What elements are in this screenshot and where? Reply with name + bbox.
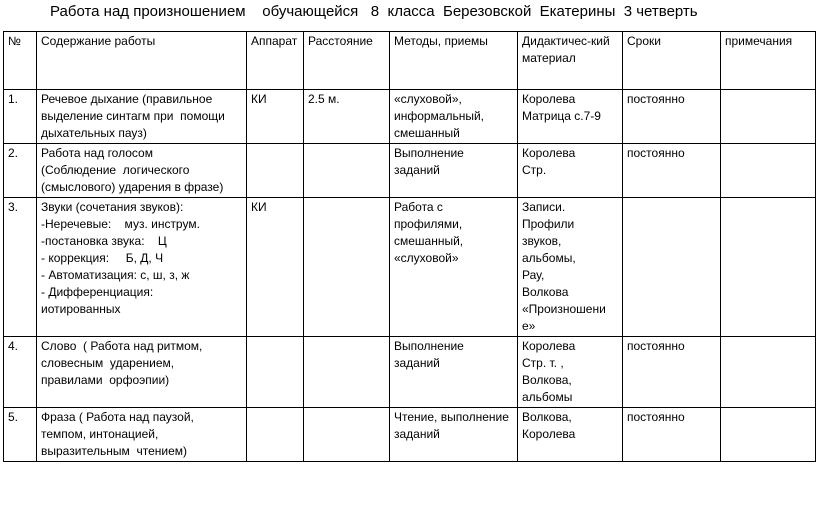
cell-line: Королева <box>522 92 576 106</box>
table-body <box>4 90 816 462</box>
cell-line: выразительным чтением) <box>41 444 188 458</box>
cell-distance <box>304 337 390 408</box>
cell-material <box>518 198 623 337</box>
cell-notes <box>721 408 816 462</box>
cell-line: Волкова, <box>522 373 572 387</box>
header-notes: примечания <box>721 32 816 90</box>
table-row <box>4 408 816 462</box>
cell-line: Речевое дыхание (правильное <box>41 92 213 106</box>
cell-distance <box>304 144 390 198</box>
cell-line: Королева <box>522 339 576 353</box>
cell-line: -Неречевые: муз. инструм. <box>41 217 200 231</box>
cell-line: заданий <box>394 163 440 177</box>
table-row <box>4 198 816 337</box>
cell-notes <box>721 198 816 337</box>
cell-num: 3. <box>4 198 37 337</box>
cell-terms: постоянно <box>623 337 721 408</box>
cell-methods <box>390 90 518 144</box>
cell-apparatus <box>247 337 304 408</box>
cell-line: Стр. т. , <box>522 356 564 370</box>
cell-line: Стр. <box>522 163 547 177</box>
cell-line: -постановка звука: Ц <box>41 234 167 248</box>
cell-distance: 2.5 м. <box>304 90 390 144</box>
cell-num: 4. <box>4 337 37 408</box>
cell-material <box>518 337 623 408</box>
cell-notes <box>721 90 816 144</box>
cell-line: - Автоматизация: с, ш, з, ж <box>41 268 190 282</box>
header-apparatus: Аппарат <box>247 32 304 90</box>
cell-line: правилами орфоэпии) <box>41 373 170 387</box>
cell-line: альбомы <box>522 390 573 404</box>
cell-content <box>37 198 247 337</box>
cell-terms: постоянно <box>623 90 721 144</box>
page-title: Работа над произношением обучающейся 8 класса Березовской Екатерины 3 четверть <box>50 3 698 20</box>
cell-line: «слуховой» <box>394 251 459 265</box>
cell-line: профилями, <box>394 217 463 231</box>
cell-line: Волкова, <box>522 410 572 424</box>
cell-line: заданий <box>394 427 440 441</box>
cell-distance <box>304 198 390 337</box>
cell-line: Выполнение <box>394 339 464 353</box>
cell-line: Рау, <box>522 268 545 282</box>
header-content: Содержание работы <box>37 32 247 90</box>
cell-material <box>518 144 623 198</box>
cell-line: иотированных <box>41 302 121 316</box>
cell-content <box>37 144 247 198</box>
cell-content <box>37 90 247 144</box>
cell-content <box>37 408 247 462</box>
cell-line: смешанный <box>394 126 460 140</box>
cell-material <box>518 408 623 462</box>
cell-apparatus: КИ <box>247 198 304 337</box>
header-material: Дидактичес-кий материал <box>518 32 623 90</box>
header-methods: Методы, приемы <box>390 32 518 90</box>
cell-distance <box>304 408 390 462</box>
cell-line: Чтение, выполнение <box>394 410 509 424</box>
table-row <box>4 337 816 408</box>
cell-apparatus <box>247 408 304 462</box>
cell-line: Работа над голосом <box>41 146 153 160</box>
cell-terms <box>623 198 721 337</box>
cell-apparatus <box>247 144 304 198</box>
cell-apparatus: КИ <box>247 90 304 144</box>
cell-num: 1. <box>4 90 37 144</box>
cell-content <box>37 337 247 408</box>
cell-line: - Дифференциация: <box>41 285 154 299</box>
cell-line: Работа с <box>394 200 443 214</box>
cell-line: заданий <box>394 356 440 370</box>
cell-line: темпом, интонацией, <box>41 427 159 441</box>
cell-line: Матрица с.7-9 <box>522 109 601 123</box>
cell-terms: постоянно <box>623 144 721 198</box>
cell-num: 5. <box>4 408 37 462</box>
cell-line: звуков, <box>522 234 562 248</box>
cell-line: Королева <box>522 427 576 441</box>
table-row <box>4 144 816 198</box>
work-plan-table <box>3 31 816 462</box>
cell-notes <box>721 144 816 198</box>
cell-methods <box>390 144 518 198</box>
table-row <box>4 90 816 144</box>
cell-line: «Произношени <box>522 302 606 316</box>
cell-methods <box>390 337 518 408</box>
cell-terms: постоянно <box>623 408 721 462</box>
cell-line: Фраза ( Работа над паузой, <box>41 410 194 424</box>
cell-num: 2. <box>4 144 37 198</box>
cell-line: смешанный, <box>394 234 464 248</box>
cell-line: (Соблюдение логического <box>41 163 190 177</box>
header-num: № <box>4 32 37 90</box>
cell-line: е» <box>522 319 536 333</box>
header-distance: Расстояние <box>304 32 390 90</box>
cell-line: альбомы, <box>522 251 576 265</box>
cell-line: словесным ударением, <box>41 356 175 370</box>
cell-line: Звуки (сочетания звуков): <box>41 200 184 214</box>
header-terms: Сроки <box>623 32 721 90</box>
cell-line: Волкова <box>522 285 569 299</box>
header-row <box>4 32 816 90</box>
cell-line: информальный, <box>394 109 485 123</box>
cell-line: Слово ( Работа над ритмом, <box>41 339 203 353</box>
cell-line: Королева <box>522 146 576 160</box>
cell-notes <box>721 337 816 408</box>
cell-line: - коррекция: Б, Д, Ч <box>41 251 164 265</box>
cell-line: «слуховой», <box>394 92 462 106</box>
cell-material <box>518 90 623 144</box>
cell-line: выделение синтагм при помощи <box>41 109 225 123</box>
cell-line: Профили <box>522 217 575 231</box>
cell-line: (смыслового) ударения в фразе) <box>41 180 224 194</box>
cell-line: дыхательных пауз) <box>41 126 147 140</box>
cell-methods <box>390 198 518 337</box>
cell-methods <box>390 408 518 462</box>
cell-line: Записи. <box>522 200 566 214</box>
cell-line: Выполнение <box>394 146 464 160</box>
